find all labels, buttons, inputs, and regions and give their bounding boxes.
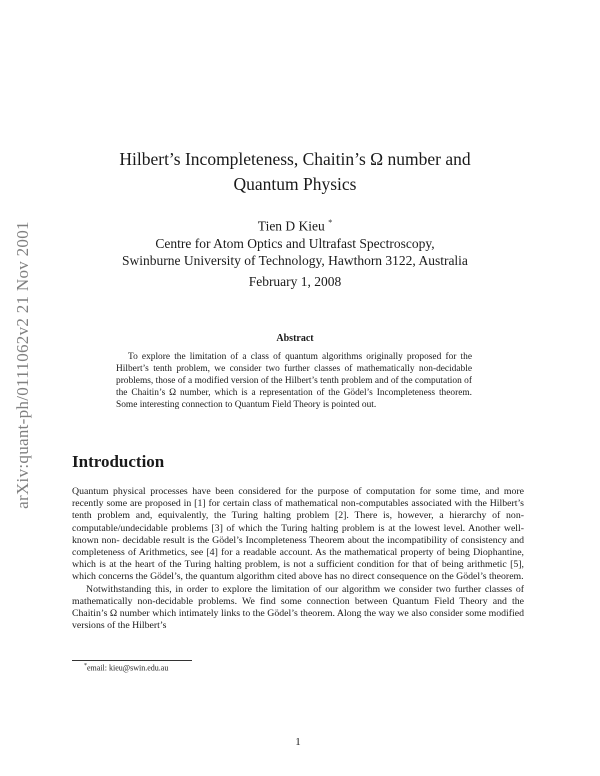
abstract-text: To explore the limitation of a class of quantum algorithms originally proposed for the Hilbert’s tenth problem, we consider two further classes of mathematically non-decidable problems, those of a modified version of the Hilbert’s tenth problem and of the computation of the Chaitin’s Ω number, which is a representation of the Gödel’s Incompleteness theorem. Some interesting connection to Quantum Field Theory is pointed out.: [116, 352, 472, 410]
arxiv-identifier: arXiv:quant-ph/0111062v2 21 Nov 2001: [13, 221, 32, 509]
title-line-2: Quantum Physics: [233, 174, 357, 194]
arxiv-identifier-sidebar: [10, 190, 36, 540]
author-name: Tien D Kieu *: [257, 218, 333, 234]
affiliation-line-2: Swinburne University of Technology, Hawthorn 3122, Australia: [122, 252, 468, 268]
paper-title: [60, 147, 530, 197]
section-heading: Introduction: [72, 452, 165, 471]
paragraph-2: Notwithstanding this, in order to explore the limitation of our algorithm we consider two further classes of mathematically non-decidable problems. We find some connection between Quantum Field Theory and the Chaitin’s Ω number which intimately links to the Gödel’s theorem. Along the way we also consider some modified versions of the Hilbert’s: [72, 583, 524, 632]
page-number: 1: [295, 736, 301, 748]
footnote-rule: [72, 660, 192, 661]
body-text: [72, 486, 524, 632]
footnote: [84, 663, 168, 673]
footnote-mark: *: [84, 663, 87, 669]
abstract-heading: Abstract: [276, 333, 314, 344]
paragraph-1: Quantum physical processes have been considered for the purpose of computation for some time, and more recently some are proposed in [1] for certain class of mathematical non-computables associated with the Hilbert’s tenth problem and, equivalently, the Turing halting problem [2]. There is, however, a hierarchy of non- computable/undecidable problems [3] of which the Turing halting problem is at the lowest level. Another well-known non- decidable result is the Gödel’s Incompleteness Theorem about the incompatibility of consistency and completeness of Arithmetics, see [4] for a readable account. As the mathematical property of being Diophantine, which is at the heart of the Turing halting problem, is not a sufficient condition for that of being arithmetic [5], which concerns the Gödel’s, the quantum algorithm cited above has no direct consequence on the Gödel’s theorem.: [72, 486, 524, 583]
author-footnote-mark: *: [328, 218, 333, 227]
publication-date: February 1, 2008: [248, 274, 342, 289]
footnote-text: email: kieu@swin.edu.au: [87, 663, 169, 673]
author-block: [60, 214, 530, 269]
affiliation-line-1: Centre for Atom Optics and Ultrafast Spectroscopy,: [155, 235, 435, 251]
title-line-1: Hilbert’s Incompleteness, Chaitin’s Ω number and: [119, 149, 471, 169]
